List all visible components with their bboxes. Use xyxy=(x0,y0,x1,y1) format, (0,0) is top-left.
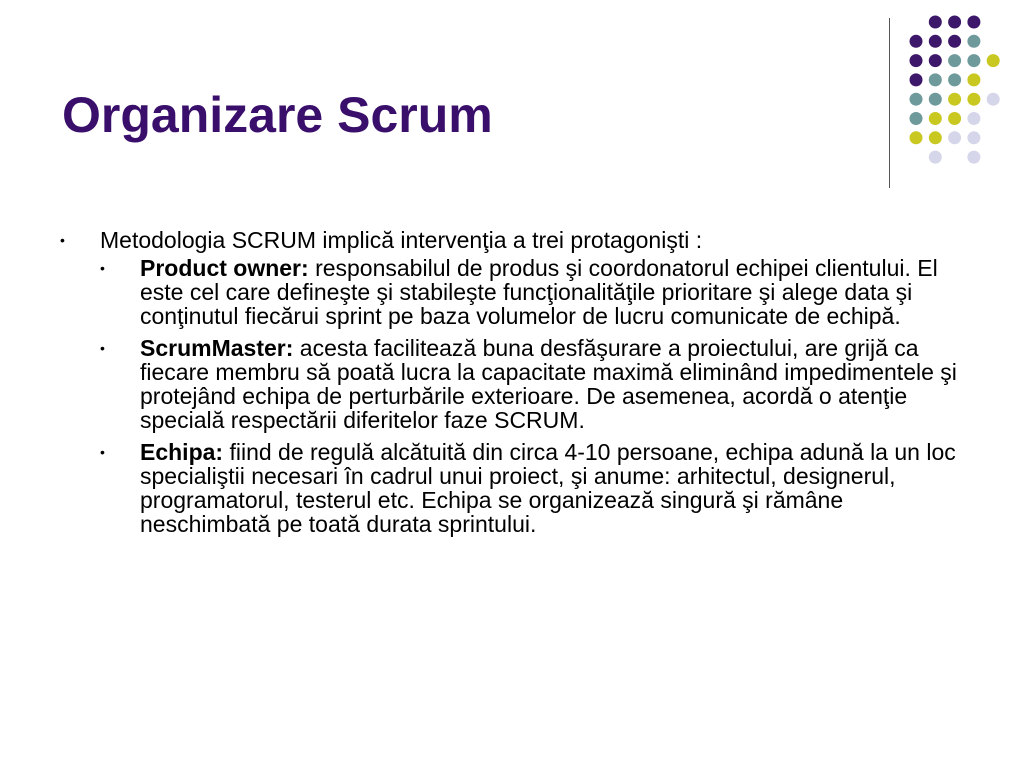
decorative-dot xyxy=(910,112,923,125)
role-term: Product owner: xyxy=(140,255,309,281)
decorative-dot xyxy=(987,93,1000,106)
bullet-marker: • xyxy=(100,444,105,460)
role-list xyxy=(60,256,965,536)
role-term: ScrumMaster: xyxy=(140,335,294,361)
role-description: fiind de regulă alcătuită din circa 4-10 persoane, echipa adună la un loc specialiştii necesari în cadrul unui proiect, şi anume: arhitectul, designerul, programatorul, testerul etc. Echipa se organizează singură şi rămâne neschimbată pe toată durata sprintului. xyxy=(140,439,956,537)
decorative-dot xyxy=(967,131,980,144)
title-divider-line xyxy=(889,18,890,188)
decorative-dot xyxy=(929,93,942,106)
role-term: Echipa: xyxy=(140,439,224,465)
decorative-dot xyxy=(929,131,942,144)
role-description: acesta facilitează buna desfăşurare a proiectului, are grijă ca fiecare membru să poată lucra la capacitate maximă eliminând impedimentele şi protejând echipa de perturbările exterioare. De asemenea, acordă o atenţie specială respectării diferitelor faze SCRUM. xyxy=(140,335,957,433)
role-item-product-owner xyxy=(60,256,965,328)
decorative-dot xyxy=(987,54,1000,67)
intro-text: Metodologia SCRUM implică intervenţia a trei protagonişti : xyxy=(100,227,703,253)
decorative-dot xyxy=(910,73,923,86)
decorative-dot xyxy=(929,112,942,125)
decorative-dot xyxy=(948,73,961,86)
bullet-marker: • xyxy=(100,260,105,276)
decorative-dot xyxy=(967,93,980,106)
slide-title: Organizare Scrum xyxy=(62,87,493,143)
decorative-dot xyxy=(948,54,961,67)
decorative-dot xyxy=(929,54,942,67)
intro-bullet xyxy=(60,228,965,252)
decorative-dot xyxy=(948,93,961,106)
slide-body xyxy=(60,228,965,544)
decorative-dot xyxy=(967,112,980,125)
decorative-dot xyxy=(967,35,980,48)
decorative-dot xyxy=(910,131,923,144)
decorative-dot xyxy=(948,131,961,144)
decorative-dot xyxy=(929,151,942,164)
decorative-dot xyxy=(948,16,961,29)
bullet-marker: • xyxy=(60,232,65,248)
decorative-dot xyxy=(948,35,961,48)
decorative-dot xyxy=(967,54,980,67)
decorative-dot xyxy=(967,73,980,86)
role-item-scrummaster xyxy=(60,336,965,432)
role-item-echipa xyxy=(60,440,965,536)
decorative-dot xyxy=(929,35,942,48)
role-description: responsabilul de produs şi coordonatorul echipei clientului. El este cel care defineşte şi stabileşte funcţionalităţile prioritare şi alege data şi conţinutul fiecărui sprint pe baza volumelor de lucru comunicate de echipă. xyxy=(140,255,938,329)
decorative-dot-grid xyxy=(900,10,1010,170)
decorative-dot xyxy=(929,16,942,29)
decorative-dot xyxy=(967,16,980,29)
decorative-dot xyxy=(910,54,923,67)
decorative-dot xyxy=(929,73,942,86)
decorative-dot xyxy=(910,35,923,48)
decorative-dot xyxy=(967,151,980,164)
decorative-dot xyxy=(910,93,923,106)
decorative-dot xyxy=(948,112,961,125)
bullet-marker: • xyxy=(100,340,105,356)
